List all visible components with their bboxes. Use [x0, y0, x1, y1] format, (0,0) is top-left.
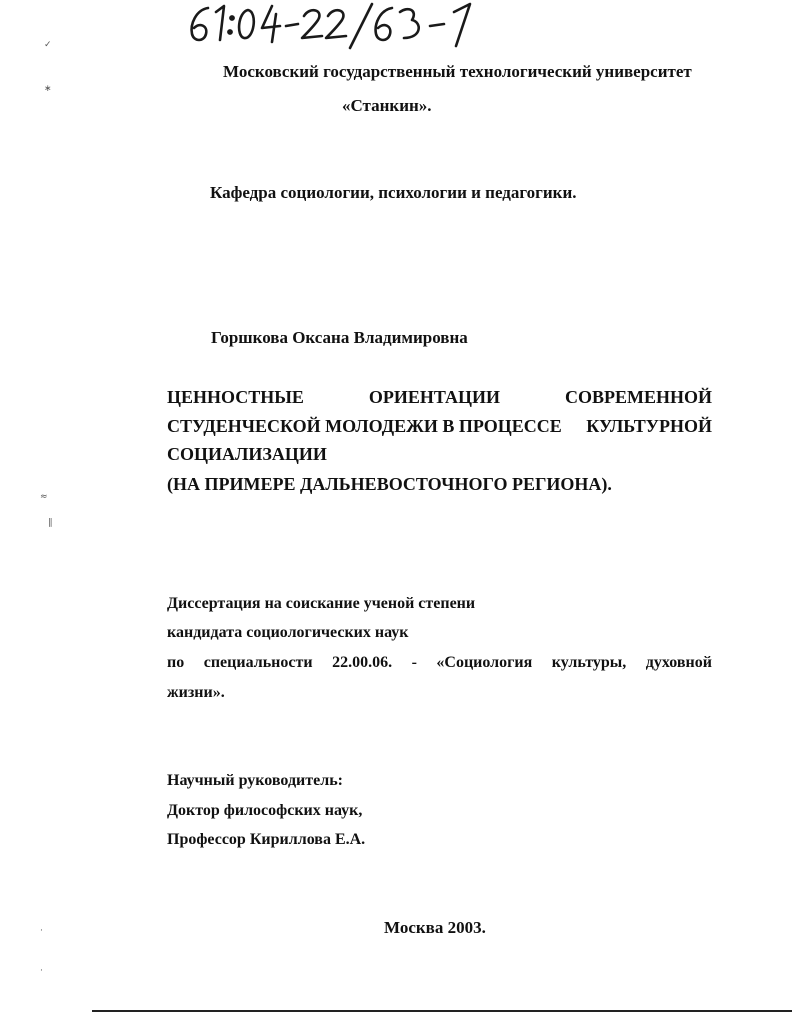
thesis-title-line-2 [167, 416, 712, 437]
thesis-title-line-1 [167, 387, 712, 408]
title-word: ОРИЕНТАЦИИ [368, 387, 501, 407]
advisor-degree: Доктор философских наук, [167, 802, 363, 819]
dissertation-specialty-line [167, 654, 712, 672]
advisor-name: Профессор Кириллова Е.А. [167, 831, 366, 848]
specialty-word: «Социология [436, 654, 533, 671]
specialty-word: специальности [203, 654, 313, 671]
title-word: СТУДЕНЧЕСКОЙ МОЛОДЕЖИ В ПРОЦЕССЕ [167, 416, 562, 436]
scan-speck: ✓ [44, 40, 52, 50]
specialty-word: культуры, [551, 654, 627, 671]
handwritten-archive-code [186, 2, 486, 55]
specialty-word: духовной [645, 654, 712, 671]
specialty-word: по [167, 654, 185, 671]
thesis-title-line-4: (НА ПРИМЕРЕ ДАЛЬНЕВОСТОЧНОГО РЕГИОНА). [167, 474, 612, 494]
scan-speck: · [40, 926, 43, 936]
title-word: СОВРЕМЕННОЙ [564, 387, 712, 407]
author-name: Горшкова Оксана Владимировна [211, 328, 468, 347]
department-name: Кафедра социологии, психологии и педагогики. [210, 183, 577, 202]
scan-speck: ≈ [40, 492, 48, 502]
scan-bottom-edge [92, 1010, 792, 1012]
university-name: Московский государственный технологический университет [223, 62, 692, 81]
specialty-word: - [411, 654, 417, 671]
title-word: ЦЕННОСТНЫЕ [167, 387, 304, 407]
dissertation-line-1: Диссертация на соискание ученой степени [167, 595, 476, 612]
city-year: Москва 2003. [384, 918, 486, 937]
specialty-word: 22.00.06. [332, 654, 393, 671]
advisor-label: Научный руководитель: [167, 772, 343, 789]
dissertation-line-2: кандидата социологических наук [167, 624, 409, 641]
title-word: КУЛЬТУРНОЙ [586, 416, 712, 436]
dissertation-line-4: жизни». [167, 684, 225, 701]
scan-speck: ∥ [48, 518, 53, 528]
university-name-short: «Станкин». [342, 96, 432, 115]
thesis-title-line-3: СОЦИАЛИЗАЦИИ [167, 444, 327, 464]
scan-speck: ∗ [44, 84, 52, 94]
scan-speck: · [40, 966, 43, 976]
